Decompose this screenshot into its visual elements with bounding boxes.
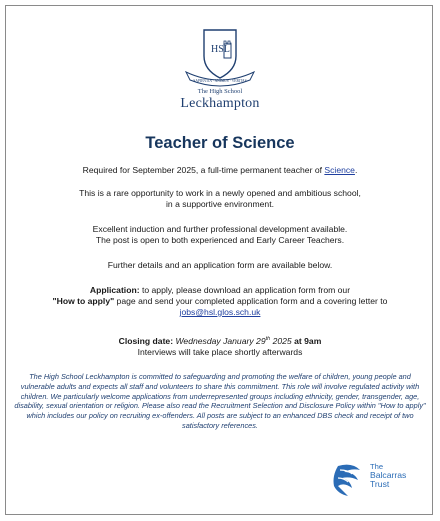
further-details-text: Further details and an application form are available below. xyxy=(107,260,333,270)
school-name-small: The High School xyxy=(197,88,243,95)
crest-letters: HSL xyxy=(211,44,230,55)
trust-name: The Balcarras Trust xyxy=(370,462,407,489)
school-name-big: Leckhampton xyxy=(180,96,260,111)
induction-text: Excellent induction and further professional development available. The post is open to both experienced and Early Career Teachers. xyxy=(92,224,348,245)
crest-motto: SAPIENTIA · ANIMUS · VERITAS xyxy=(193,79,247,83)
balcarras-trust-logo-icon xyxy=(330,460,370,500)
opportunity-text: This is a rare opportunity to work in a newly opened and ambitious school, in a supportive environment. xyxy=(79,188,361,209)
subject-link[interactable]: Science xyxy=(324,165,355,175)
email-link[interactable]: jobs@hsl.glos.sch.uk xyxy=(179,307,261,317)
how-to-apply-label: "How to apply" xyxy=(52,296,115,306)
closing-date-text: Closing date: Wednesday January 29th 2025 at 9am Interviews will take place shortly afterwards xyxy=(118,335,322,357)
school-crest-icon xyxy=(180,26,260,88)
job-title: Teacher of Science xyxy=(145,134,295,152)
safeguarding-statement: The High School Leckhampton is committed to safeguarding and promoting the welfare of children, young people and vulnerable adults and expects all staff and volunteers to share this commitment. This role will involve regulated activity with children. We particularly welcome applications from underrepresented groups including ethnicity, gender, transgender, age, disability, sexual orientation or religion. Please also read the Recruitment Selection and Disclosure Policy within "How to apply" which includes our policy on recruiting ex-offenders. All posts are subject to an enhanced DBS check and receipt of two satisfactory references. xyxy=(14,372,426,430)
requirement-line: Required for September 2025, a full-time permanent teacher of Science. xyxy=(82,165,358,175)
application-text: Application: to apply, please download an application form from our "How to apply" page and send your completed application form and a covering letter to jobs@hsl.glos.sch.uk xyxy=(52,285,388,317)
